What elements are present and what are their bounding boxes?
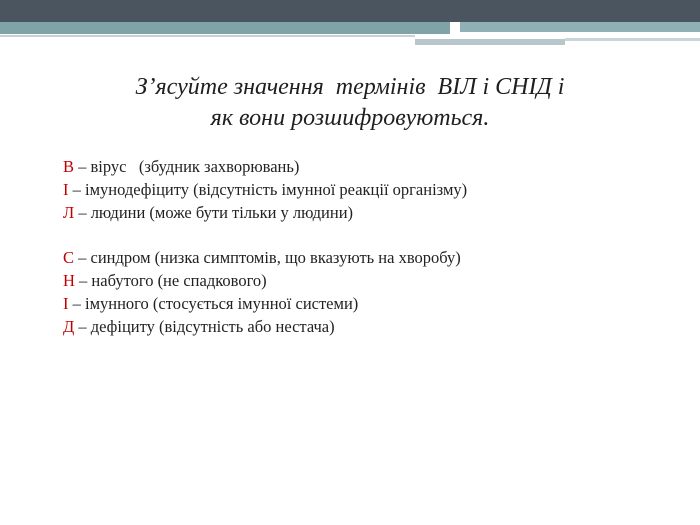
definition-row-n [63, 269, 663, 292]
definition-letter: В [63, 157, 75, 176]
header-dark-bar [0, 0, 700, 22]
definition-row-i1 [63, 178, 663, 201]
definition-letter: Н [63, 271, 75, 290]
header-line-1 [0, 35, 415, 37]
definition-row-i2 [63, 292, 663, 315]
definition-letter: Л [63, 203, 75, 222]
slide-title-line-2: як вони розшифровуються. [210, 105, 490, 131]
header-line-2 [415, 39, 565, 45]
definition-text: – набутого (не спадкового) [74, 271, 267, 290]
header-teal-bar-right [460, 22, 700, 32]
definition-row-v [63, 155, 663, 178]
definition-letter: С [63, 248, 75, 267]
definition-text: – імунодефіциту (відсутність імунної реакції організму) [68, 180, 468, 199]
group-spacer [63, 224, 663, 246]
definition-row-d [63, 315, 663, 338]
definition-text: – імунного (стосується імунної системи) [68, 294, 359, 313]
definition-row-l [63, 201, 663, 224]
definitions-list [63, 155, 663, 338]
header-teal-bar-left [0, 22, 450, 34]
header-line-3 [565, 38, 700, 41]
definition-text: – синдром (низка симптомів, що вказують на хворобу) [74, 248, 461, 267]
definition-row-s [63, 246, 663, 269]
definition-text: – дефіциту (відсутність або нестача) [74, 317, 335, 336]
slide-title [40, 72, 660, 134]
definition-letter: І [63, 294, 69, 313]
definition-text: – людини (може бути тільки у людини) [74, 203, 354, 222]
definition-letter: І [63, 180, 69, 199]
definition-text: – вірус (збудник захворювань) [74, 157, 300, 176]
definition-letter: Д [63, 317, 75, 336]
slide-title-line-1: З’ясуйте значення термінів ВІЛ і СНІД і [135, 74, 565, 100]
